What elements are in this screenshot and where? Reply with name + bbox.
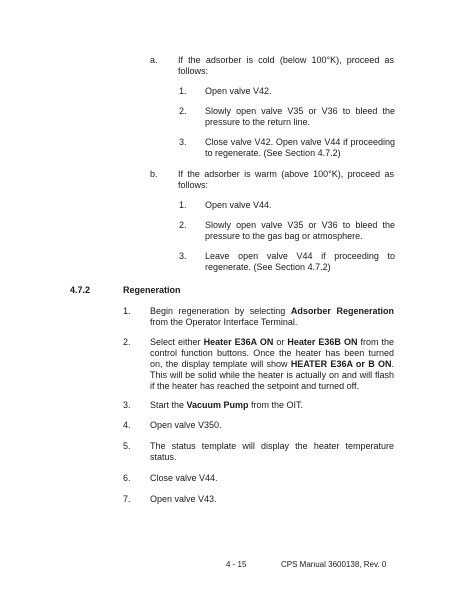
regen-step-3-number: 3.: [123, 400, 131, 410]
item-b-step-2-text: Slowly open valve V35 or V36 to bleed the pressure to the gas bag or atmosphere.: [205, 220, 395, 241]
regen-step-2-number: 2.: [123, 337, 131, 347]
item-a-step-1-text: Open valve V42.: [205, 86, 272, 96]
item-a-step-2-text: Slowly open valve V35 or V36 to bleed the pressure to the return line.: [205, 106, 395, 127]
regen-step-5-number: 5.: [123, 441, 131, 451]
item-b-text: If the adsorber is warm (above 100°K), proceed as follows:: [178, 169, 394, 190]
regen-step-1-number: 1.: [123, 306, 131, 316]
item-b-step-3-number: 3.: [179, 251, 187, 261]
item-a-text: If the adsorber is cold (below 100°K), proceed as follows:: [178, 55, 394, 76]
regen-step-1-text: Begin regeneration by selecting Adsorber Regeneration from the Operator Interface Terminal.: [150, 306, 394, 327]
regen-step-2-text: Select either Heater E36A ON or Heater E36B ON from the control function buttons. Once the heater has been turned on, the display template will show HEATER E36A or B ON. This will be solid while the heater is actually on and will flash if the heater has reached the setpoint and turned off.: [150, 337, 395, 391]
item-b-marker: b.: [150, 169, 158, 179]
page-number: 4 - 15: [226, 560, 247, 569]
regen-step-7-number: 7.: [123, 494, 131, 504]
section-number: 4.7.2: [70, 285, 91, 295]
footer-manual-reference: CPS Manual 3600138, Rev. 0: [281, 560, 387, 569]
regen-step-5-text: The status template will display the heater temperature status.: [150, 441, 394, 462]
regen-step-3-text: Start the Vacuum Pump from the OIT.: [150, 400, 304, 410]
item-a-step-1-number: 1.: [179, 86, 187, 96]
item-a-step-2-number: 2.: [179, 106, 187, 116]
regen-step-4-number: 4.: [123, 420, 131, 430]
regen-step-6-text: Close valve V44.: [150, 473, 218, 483]
regen-step-4-text: Open valve V350.: [150, 420, 222, 430]
section-title: Regeneration: [123, 285, 181, 295]
item-b-step-2-number: 2.: [179, 220, 187, 230]
item-a-step-3-number: 3.: [179, 137, 187, 147]
item-a-marker: a.: [150, 55, 158, 65]
item-b-step-3-text: Leave open valve V44 if proceeding to regenerate. (See Section 4.7.2): [205, 251, 395, 272]
regen-step-7-text: Open valve V43.: [150, 494, 217, 504]
item-a-step-3-text: Close valve V42. Open valve V44 if proceeding to regenerate. (See Section 4.7.2): [205, 137, 395, 158]
item-b-step-1-text: Open valve V44.: [205, 200, 272, 210]
item-b-step-1-number: 1.: [179, 200, 187, 210]
regen-step-6-number: 6.: [123, 473, 131, 483]
